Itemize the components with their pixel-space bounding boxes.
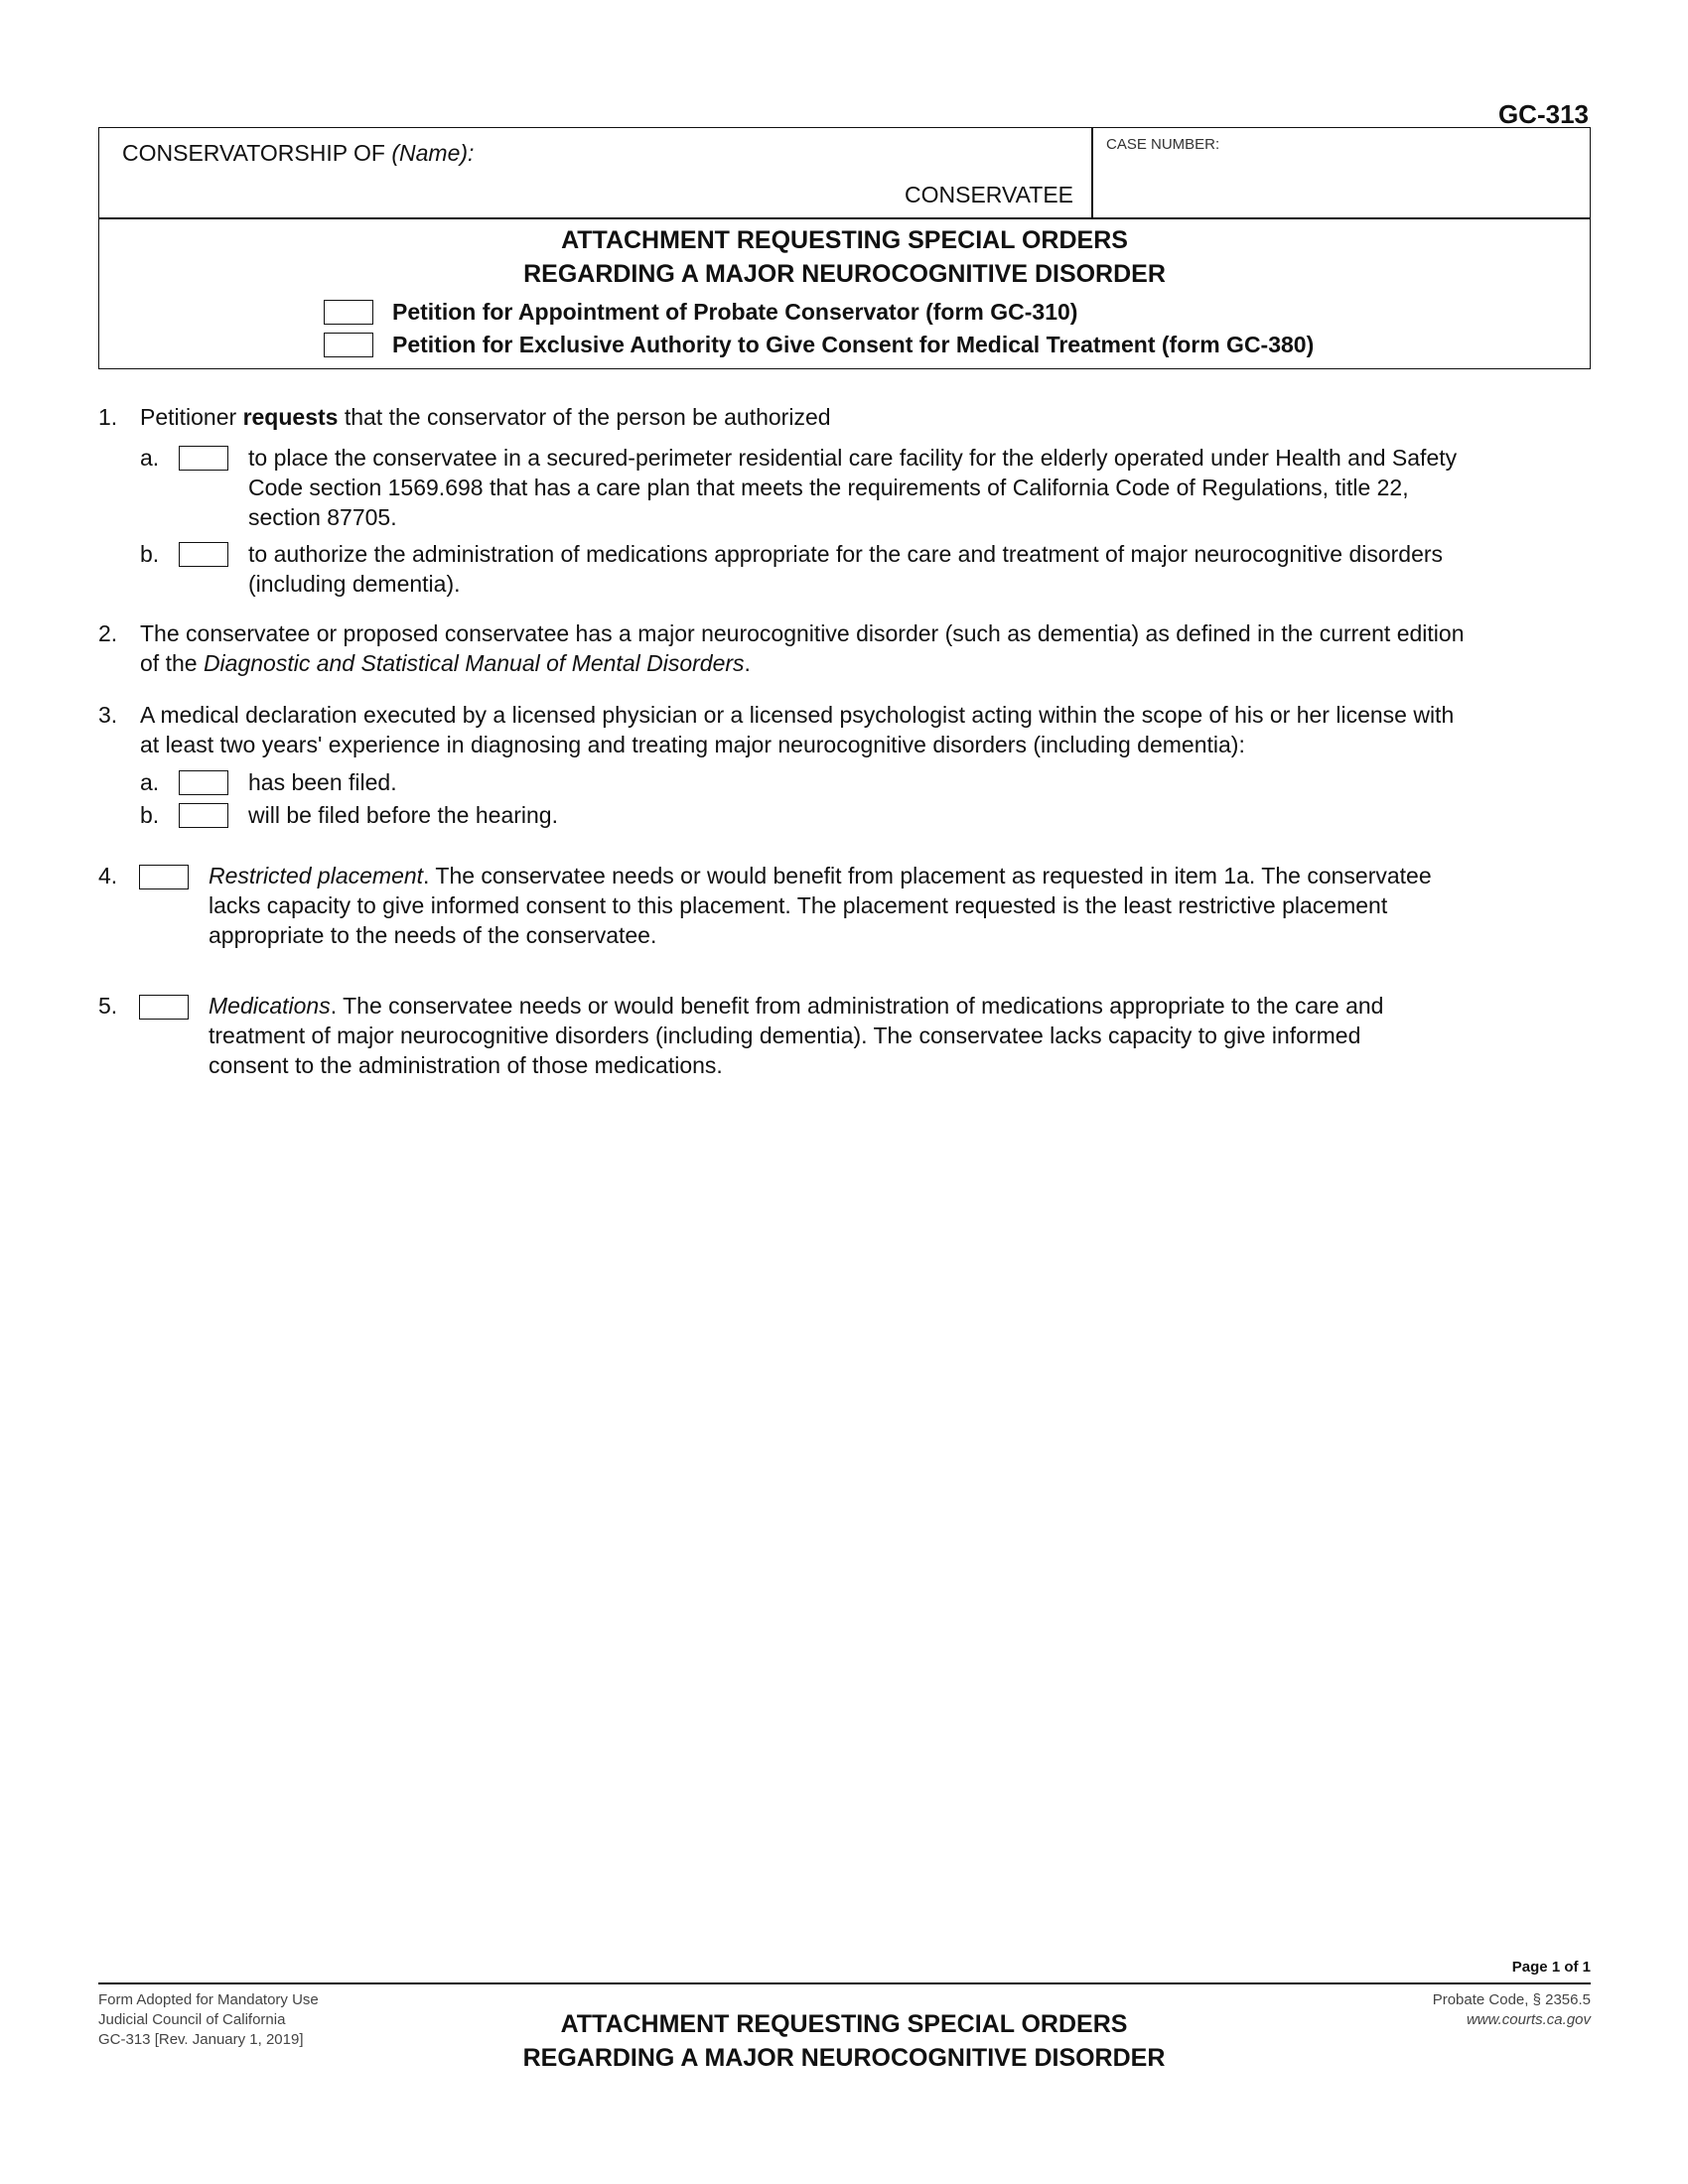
item1-number: 1. xyxy=(98,404,118,430)
caption-divider xyxy=(1091,128,1093,217)
conservatee-name-field[interactable] xyxy=(437,134,1072,174)
case-number-field[interactable] xyxy=(1104,158,1581,212)
item2-number: 2. xyxy=(98,620,118,646)
item1b-checkbox[interactable] xyxy=(179,542,228,567)
form-title-line1: ATTACHMENT REQUESTING SPECIAL ORDERS xyxy=(561,226,1128,254)
item1a-checkbox[interactable] xyxy=(179,446,228,471)
item1a-text: to place the conservatee in a secured-perimeter residential care facility for the elderly operated under Health and Safety Code section 1569.698 that has a care plan that meets the requirements of California Code of Regulations, title 22, section 87705. xyxy=(248,445,1458,530)
item1-text: Petitioner requests that the conservator of the person be authorized xyxy=(140,404,831,430)
footer-title-line2: REGARDING A MAJOR NEUROCOGNITIVE DISORDER xyxy=(522,2044,1166,2072)
page-indicator: Page 1 of 1 xyxy=(1511,1959,1591,1976)
item4-number: 4. xyxy=(98,863,118,888)
item5-checkbox[interactable] xyxy=(139,995,189,1020)
petition-gc310-checkbox[interactable] xyxy=(324,300,373,325)
item1b-letter: b. xyxy=(140,541,160,567)
item3b-checkbox[interactable] xyxy=(179,803,228,828)
item3a-checkbox[interactable] xyxy=(179,770,228,795)
probate-code-citation: Probate Code, § 2356.5 xyxy=(1432,1991,1591,2008)
caption-box xyxy=(98,127,1591,219)
conservatee-label: CONSERVATEE xyxy=(905,182,1073,207)
item4-checkbox[interactable] xyxy=(139,865,189,889)
item3-number: 3. xyxy=(98,702,118,728)
footer-title-line1: ATTACHMENT REQUESTING SPECIAL ORDERS xyxy=(560,2010,1128,2038)
item3a-text: has been filed. xyxy=(248,769,397,795)
item1a-letter: a. xyxy=(140,445,160,471)
footer-right xyxy=(1433,1990,1591,2030)
item3b-text: will be filed before the hearing. xyxy=(248,802,558,828)
petition-gc380-label: Petition for Exclusive Authority to Give Consent for Medical Treatment (form GC-380) xyxy=(392,332,1315,357)
item3-text: A medical declaration executed by a licensed physician or a licensed psychologist acting within the scope of his or her license with at least two years' experience in diagnosing and treating major neurocognitive disorders (including dementia): xyxy=(140,702,1455,757)
item3a-letter: a. xyxy=(140,769,160,795)
item5-text: Medications. The conservatee needs or would benefit from administration of medications appropriate to the care and treatment of major neurocognitive disorders (including dementia). The conservatee lacks capacity to give informed consent to the administration of those medications. xyxy=(209,993,1384,1078)
petition-gc380-checkbox[interactable] xyxy=(324,333,373,357)
form-number: GC-313 xyxy=(1497,99,1589,129)
item5-number: 5. xyxy=(98,993,118,1019)
conservatorship-label: CONSERVATORSHIP OF (Name): xyxy=(122,140,475,166)
form-title-line2: REGARDING A MAJOR NEUROCOGNITIVE DISORDER xyxy=(523,260,1166,288)
item3b-letter: b. xyxy=(140,802,160,828)
petition-gc310-label: Petition for Appointment of Probate Conservator (form GC-310) xyxy=(392,299,1078,325)
item4-text: Restricted placement. The conservatee needs or would benefit from placement as requested in item 1a. The conservatee lacks capacity to give informed consent to this placement. The placement requested is the least restrictive placement appropriate to the needs of the conservatee. xyxy=(209,863,1432,948)
item2-text: The conservatee or proposed conservatee has a major neurocognitive disorder (such as dementia) as defined in the current edition of the Diagnostic and Statistical Manual of Mental Disorders. xyxy=(140,620,1465,676)
footer-divider xyxy=(98,1982,1591,1984)
item1b-text: to authorize the administration of medications appropriate for the care and treatment of major neurocognitive disorders (including dementia). xyxy=(248,541,1444,597)
courts-website-link[interactable]: www.courts.ca.gov xyxy=(1466,2011,1591,2028)
footer-left: Form Adopted for Mandatory Use Judicial Council of California GC-313 [Rev. January 1, 2019] xyxy=(98,1991,319,2048)
case-number-label: CASE NUMBER: xyxy=(1106,136,1220,153)
title-box xyxy=(98,218,1591,369)
